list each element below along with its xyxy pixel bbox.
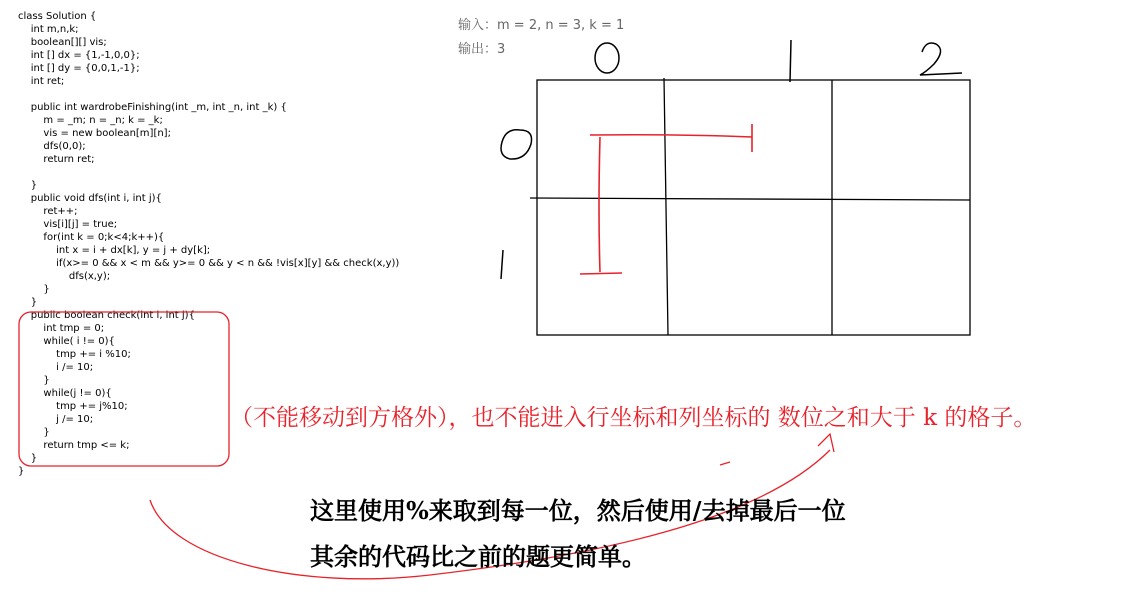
check-function-highlight (19, 312, 229, 466)
code-line: int x = i + dx[k], y = j + dy[k]; (18, 245, 211, 256)
code-line: int ret; (18, 76, 65, 87)
code-line: vis[i][j] = true; (18, 219, 118, 230)
code-line: return tmp <= k; (18, 440, 130, 451)
code-line: m = _m; n = _n; k = _k; (18, 115, 163, 126)
code-line: while( i != 0){ (18, 336, 115, 347)
code-line: for(int k = 0;k<4;k++){ (18, 232, 165, 243)
code-line: tmp += j%10; (18, 401, 128, 412)
code-line: j /= 10; (18, 414, 94, 425)
grid-col-line-1 (664, 78, 668, 335)
col-label-0 (595, 43, 619, 73)
code-line: public int wardrobeFinishing(int _m, int _n, int _k) { (18, 102, 287, 113)
code-line: boolean[][] vis; (18, 37, 107, 48)
code-line: while(j != 0){ (18, 388, 112, 399)
code-line: int tmp = 0; (18, 323, 105, 334)
code-line: dfs(0,0); (18, 141, 86, 152)
code-line: i /= 10; (18, 362, 94, 373)
col-label-2 (920, 43, 962, 75)
code-line: } (18, 375, 50, 386)
black-explanation (310, 488, 846, 580)
col-label-1 (790, 40, 791, 82)
code-line: } (18, 180, 38, 191)
code-line: int [] dy = {0,0,1,-1}; (18, 63, 140, 74)
code-line: if(x>= 0 && x < m && y>= 0 && y < n && !vis[x][y] && check(x,y)) (18, 258, 400, 269)
code-line: ret++; (18, 206, 78, 217)
code-line: public boolean check(int i, int j){ (18, 310, 195, 321)
code-line: int m,n,k; (18, 24, 79, 35)
code-line: class Solution { (18, 11, 97, 22)
code-line: return ret; (18, 154, 95, 165)
example-input: 输入：m = 2, n = 3, k = 1 (458, 18, 625, 33)
code-line: } (18, 466, 25, 477)
row-label-1 (501, 250, 503, 279)
code-line: vis = new boolean[m][n]; (18, 128, 171, 139)
code-line: } (18, 427, 50, 438)
grid-row-line (530, 198, 970, 200)
code-line: } (18, 453, 38, 464)
row-label-0 (501, 130, 532, 159)
code-line: dfs(x,y); (18, 271, 111, 282)
code-line: int [] dx = {1,-1,0,0}; (18, 50, 140, 61)
red-explanation: （不能移动到方格外），也不能进入行坐标和列坐标的 数位之和大于 k 的格子。 (230, 405, 1037, 431)
black-explanation-line-2: 其余的代码比之前的题更简单。 (310, 542, 646, 571)
code-line: public void dfs(int i, int j){ (18, 193, 162, 204)
grid-outer-border (537, 80, 970, 335)
code-line: tmp += i %10; (18, 349, 131, 360)
code-line: } (18, 297, 38, 308)
example-output: 输出：3 (458, 42, 506, 57)
black-explanation-line-1: 这里使用%来取到每一位，然后使用/去掉最后一位 (310, 496, 846, 525)
arrow-tick (720, 462, 730, 465)
code-line: } (18, 284, 50, 295)
